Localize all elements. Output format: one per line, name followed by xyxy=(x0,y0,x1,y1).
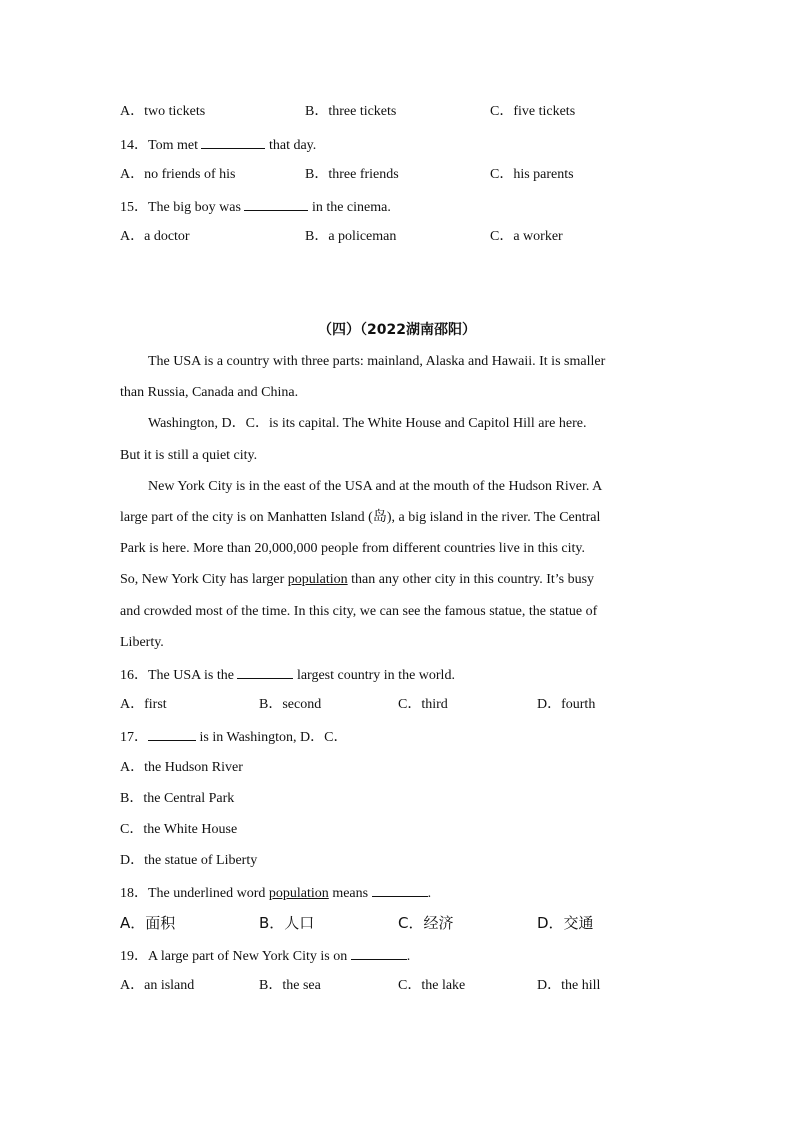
q18-option-d: D．交通 xyxy=(537,914,594,932)
q14-stem xyxy=(120,134,316,156)
passage-p1-line2: than Russia, Canada and China. xyxy=(120,385,299,400)
passage-p3-line1: New York City is in the east of the USA and at the mouth of the Hudson River. A xyxy=(148,479,603,494)
q19-option-c: C．the lake xyxy=(398,978,466,993)
q16-option-b: B．second xyxy=(259,697,322,712)
answer-blank xyxy=(237,664,293,679)
q19-stem-text: 19．A large part of New York City is on xyxy=(120,949,351,964)
passage-p3-line3: Park is here. More than 20,000,000 people from different countries live in this city. xyxy=(120,541,586,556)
q19-option-d: D．the hill xyxy=(537,978,601,993)
q17-stem-text: 17． xyxy=(120,730,148,745)
q14-stem-end: that day. xyxy=(265,138,317,153)
q15-option-c: C．a worker xyxy=(490,229,563,244)
answer-blank xyxy=(351,945,407,960)
q15-option-a: A．a doctor xyxy=(120,229,190,244)
q16-option-c: C．third xyxy=(398,697,448,712)
q19-option-b: B．the sea xyxy=(259,978,321,993)
q16-option-a: A．first xyxy=(120,697,167,712)
passage-p3-line5: and crowded most of the time. In this city, we can see the famous statue, the statue of xyxy=(120,604,598,619)
q19-stem-end: . xyxy=(406,949,411,964)
q15-stem-end: in the cinema. xyxy=(308,200,391,215)
q13-option-a: A．two tickets xyxy=(120,104,206,119)
q16-option-d: D．fourth xyxy=(537,697,596,712)
q17-option-b: B．the Central Park xyxy=(120,791,235,806)
q18-stem-text: 18．The underlined word xyxy=(120,886,269,901)
q16-stem xyxy=(120,664,455,686)
passage-p3-line4 xyxy=(120,570,594,590)
passage-p2-line2: But it is still a quiet city. xyxy=(120,448,258,463)
passage-text: than any other city in this country. It’s busy xyxy=(347,572,595,587)
q18-option-c: C．经济 xyxy=(398,914,454,932)
q14-option-b: B．three friends xyxy=(305,167,399,182)
q17-option-d: D．the statue of Liberty xyxy=(120,853,258,868)
q18-stem-mid: means xyxy=(328,886,372,901)
q14-option-a: A．no friends of his xyxy=(120,167,236,182)
passage-p3-line2: large part of the city is on Manhatten Island (岛), a big island in the river. The Central xyxy=(120,510,601,525)
passage-p2-line1: Washington, D．C．is its capital. The White House and Capitol Hill are here. xyxy=(148,416,587,431)
q15-stem-text: 15．The big boy was xyxy=(120,200,245,215)
q14-stem-text: 14．Tom met xyxy=(120,138,202,153)
q13-option-b: B．three tickets xyxy=(305,104,397,119)
q19-stem xyxy=(120,945,410,967)
q18-option-a: A．面积 xyxy=(120,914,176,932)
q17-stem xyxy=(120,726,347,748)
passage-p1-line1: The USA is a country with three parts: mainland, Alaska and Hawaii. It is smaller xyxy=(148,354,606,369)
q17-option-a: A．the Hudson River xyxy=(120,760,243,775)
answer-blank xyxy=(372,882,428,897)
q16-stem-text: 16．The USA is the xyxy=(120,668,238,683)
q13-option-c: C．five tickets xyxy=(490,104,576,119)
answer-blank xyxy=(201,134,265,149)
answer-blank xyxy=(148,726,196,741)
passage-p3-line6: Liberty. xyxy=(120,635,164,650)
section-title: （四）（2022湖南邵阳） xyxy=(318,322,476,338)
answer-blank xyxy=(244,196,308,211)
q15-stem xyxy=(120,196,391,218)
q17-stem-end: is in Washington, D．C． xyxy=(196,730,348,745)
q14-option-c: C．his parents xyxy=(490,167,574,182)
q19-option-a: A．an island xyxy=(120,978,195,993)
q18-stem xyxy=(120,882,431,904)
q18-option-b: B．人口 xyxy=(259,914,315,932)
passage-text: So, New York City has larger xyxy=(120,572,288,587)
q16-stem-end: largest country in the world. xyxy=(293,668,455,683)
q15-option-b: B．a policeman xyxy=(305,229,397,244)
q17-option-c: C．the White House xyxy=(120,822,238,837)
underlined-word: population xyxy=(268,886,329,901)
q18-stem-end: . xyxy=(427,886,432,901)
underlined-word: population xyxy=(287,572,348,587)
